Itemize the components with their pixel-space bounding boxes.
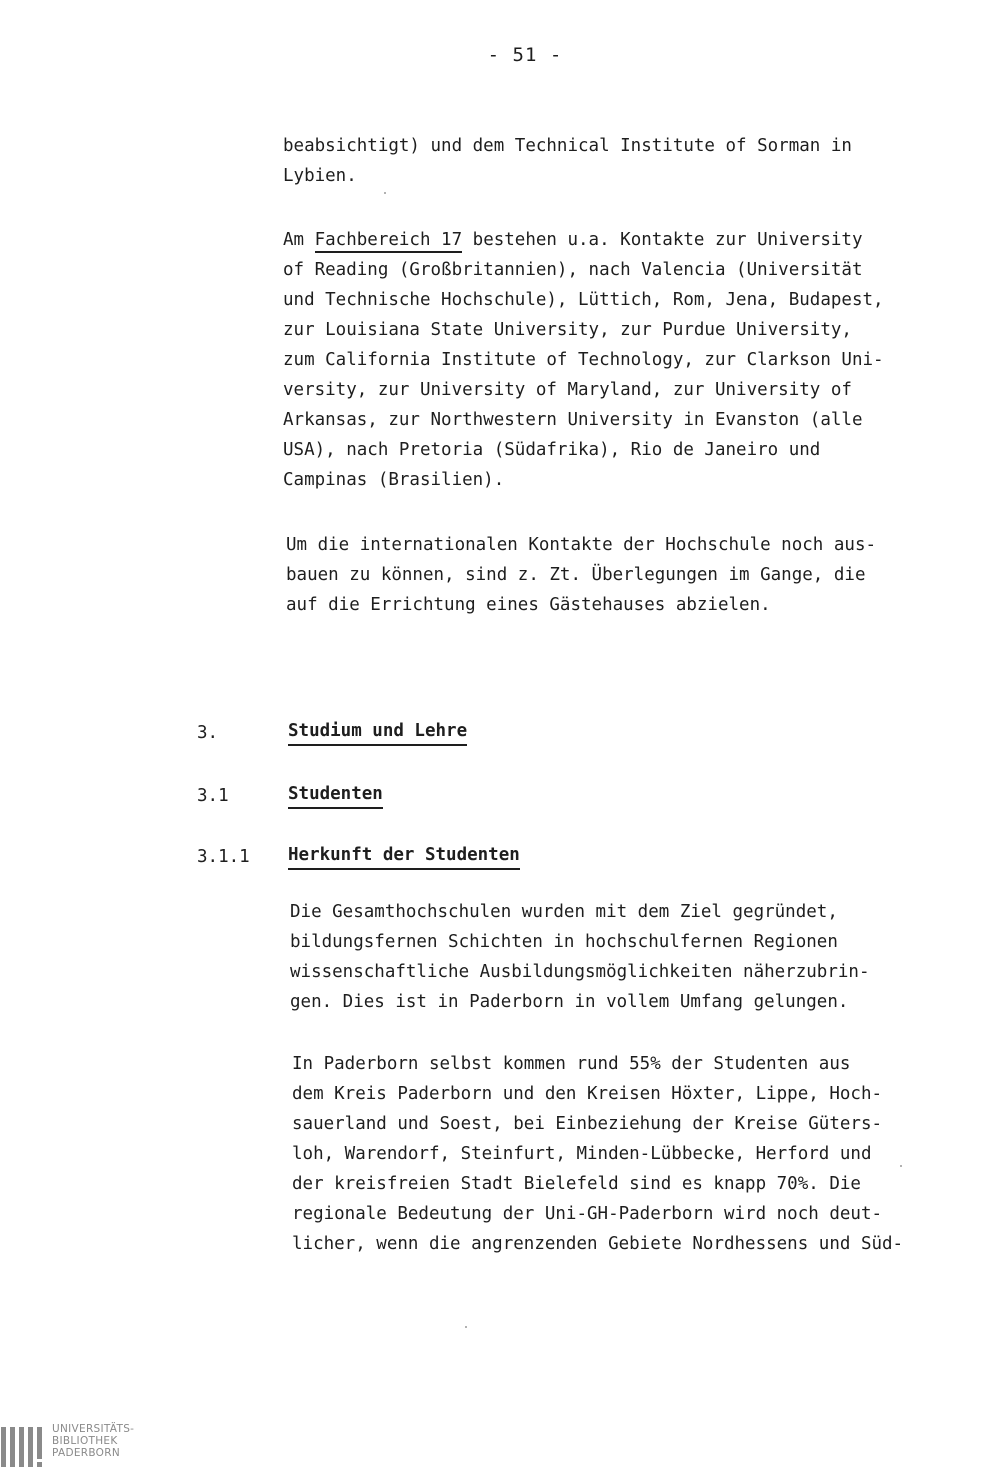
text-line: auf die Errichtung eines Gästehauses abzielen. bbox=[286, 595, 771, 615]
logo-line: UNIVERSITÄTS- bbox=[52, 1423, 135, 1435]
page-number: - 51 - bbox=[487, 44, 563, 66]
section-title: Studium und Lehre bbox=[288, 718, 467, 746]
text-line: In Paderborn selbst kommen rund 55% der Studenten aus bbox=[292, 1054, 851, 1074]
paragraph-5 bbox=[292, 1049, 903, 1259]
underlined-term: Fachbereich 17 bbox=[315, 230, 463, 253]
library-logo-icon bbox=[0, 1424, 46, 1470]
scan-speck bbox=[384, 192, 386, 194]
text-line: bildungsfernen Schichten in hochschulfernen Regionen bbox=[290, 932, 838, 952]
text-line: USA), nach Pretoria (Südafrika), Rio de Janeiro und bbox=[283, 440, 821, 460]
paragraph-4 bbox=[290, 897, 869, 1017]
text-line: Campinas (Brasilien). bbox=[283, 470, 505, 490]
text-line: versity, zur University of Maryland, zur University of bbox=[283, 380, 852, 400]
text-line: Um die internationalen Kontakte der Hochschule noch aus- bbox=[286, 535, 877, 555]
section-number: 3.1 bbox=[197, 786, 229, 806]
text-line: zum California Institute of Technology, zur Clarkson Uni- bbox=[283, 350, 884, 370]
scan-speck bbox=[900, 1165, 902, 1167]
text-line: sauerland und Soest, bei Einbeziehung der Kreise Güters- bbox=[292, 1114, 883, 1134]
text-line: licher, wenn die angrenzenden Gebiete Nordhessens und Süd- bbox=[292, 1234, 904, 1254]
library-logo bbox=[0, 1421, 150, 1473]
text-line: Die Gesamthochschulen wurden mit dem Ziel gegründet, bbox=[290, 902, 838, 922]
text-line: Lybien. bbox=[283, 166, 357, 186]
section-title: Studenten bbox=[288, 781, 383, 809]
text-line: wissenschaftliche Ausbildungsmöglichkeiten näherzubrin- bbox=[290, 962, 870, 982]
section-heading-3-1-1 bbox=[197, 842, 520, 932]
text-line: gen. Dies ist in Paderborn in vollem Umfang gelungen. bbox=[290, 992, 849, 1012]
text-segment: Am bbox=[283, 230, 315, 250]
text-line: dem Kreis Paderborn und den Kreisen Höxter, Lippe, Hoch- bbox=[292, 1084, 883, 1104]
logo-line: BIBLIOTHEK bbox=[52, 1435, 118, 1447]
paragraph-3 bbox=[286, 530, 876, 620]
text-segment: bestehen u.a. Kontakte zur University bbox=[462, 230, 863, 250]
text-line: zur Louisiana State University, zur Purdue University, bbox=[283, 320, 852, 340]
text-line: der kreisfreien Stadt Bielefeld sind es knapp 70%. Die bbox=[292, 1174, 861, 1194]
text-line: of Reading (Großbritannien), nach Valencia (Universität bbox=[283, 260, 863, 280]
section-title: Herkunft der Studenten bbox=[288, 842, 520, 870]
text-line: bauen zu können, sind z. Zt. Überlegungen im Gange, die bbox=[286, 565, 866, 585]
library-logo-text bbox=[52, 1423, 134, 1459]
scan-speck bbox=[465, 1326, 467, 1328]
text-line: beabsichtigt) und dem Technical Institute of Sorman in bbox=[283, 136, 852, 156]
paragraph-2 bbox=[283, 225, 884, 495]
text-line: regionale Bedeutung der Uni-GH-Paderborn wird noch deut- bbox=[292, 1204, 883, 1224]
text-line: Arkansas, zur Northwestern University in Evanston (alle bbox=[283, 410, 863, 430]
section-number: 3. bbox=[197, 723, 219, 743]
text-line bbox=[283, 225, 884, 255]
paragraph-1 bbox=[283, 131, 852, 191]
logo-line: PADERBORN bbox=[52, 1447, 120, 1459]
section-number: 3.1.1 bbox=[197, 847, 250, 867]
text-line: und Technische Hochschule), Lüttich, Rom, Jena, Budapest, bbox=[283, 290, 884, 310]
text-line: loh, Warendorf, Steinfurt, Minden-Lübbecke, Herford und bbox=[292, 1144, 872, 1164]
